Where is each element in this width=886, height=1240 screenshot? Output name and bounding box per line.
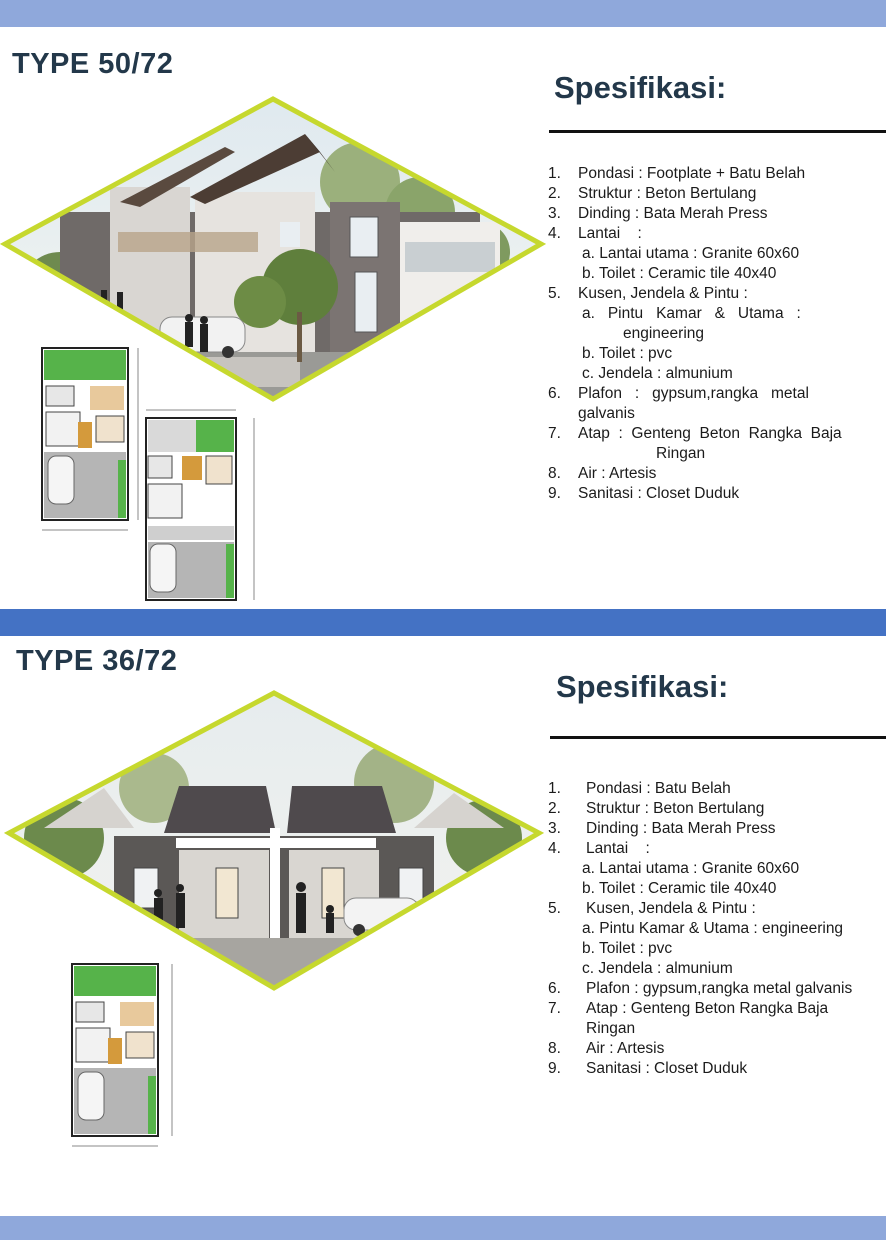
floor-plan-type-50-a — [34, 340, 152, 536]
spec-item-5a-cont: engineering — [623, 325, 705, 342]
spec-item-4a: a. Lantai utama : Granite 60x60 — [582, 860, 800, 877]
spec-item-8: 8. Air : Artesis — [548, 465, 657, 482]
spec-item-6-cont: galvanis — [578, 405, 635, 422]
spec-item-5a: a. Pintu Kamar & Utama : engineering — [582, 920, 844, 937]
spec-item-8: 8. Air : Artesis — [548, 1040, 665, 1057]
top-color-band — [0, 0, 886, 27]
spec-item-5c: c. Jendela : almunium — [582, 365, 733, 382]
spec-item-2: 2. Struktur : Beton Bertulang — [548, 185, 757, 202]
spec-divider-type-50 — [549, 130, 886, 133]
spec-heading-type-36: Spesifikasi: — [556, 669, 729, 704]
spec-item-4: 4. Lantai : — [548, 225, 642, 242]
spec-item-4: 4. Lantai : — [548, 840, 650, 857]
spec-item-7: 7. Atap : Genteng Beton Rangka Baja — [548, 1000, 829, 1017]
spec-heading-type-50: Spesifikasi: — [554, 70, 727, 105]
spec-item-5a: a. Pintu Kamar & Utama : — [582, 305, 801, 322]
spec-divider-type-36 — [550, 736, 886, 739]
spec-item-5c: c. Jendela : almunium — [582, 960, 733, 977]
spec-list-type-50 — [548, 164, 853, 504]
spec-item-6: 6. Plafon : gypsum,rangka metal galvanis — [548, 980, 853, 997]
type-36-72-title: TYPE 36/72 — [16, 645, 178, 677]
spec-item-7-cont: Ringan — [656, 445, 706, 462]
spec-item-3: 3. Dinding : Bata Merah Press — [548, 820, 776, 837]
spec-item-7: 7. Atap : Genteng Beton Rangka Baja — [548, 425, 842, 442]
type-50-72-title: TYPE 50/72 — [12, 48, 174, 80]
spec-item-2: 2. Struktur : Beton Bertulang — [548, 800, 765, 817]
spec-item-7-cont: Ringan — [586, 1020, 636, 1037]
spec-item-4b: b. Toilet : Ceramic tile 40x40 — [582, 880, 777, 897]
spec-item-1: 1. Pondasi : Batu Belah — [548, 780, 731, 797]
floor-plan-type-50-b — [136, 404, 266, 604]
house-render-type-36 — [4, 688, 544, 994]
spec-item-9: 9. Sanitasi : Closet Duduk — [548, 1060, 748, 1077]
spec-item-4b: b. Toilet : Ceramic tile 40x40 — [582, 265, 777, 282]
spec-item-3: 3. Dinding : Bata Merah Press — [548, 205, 768, 222]
spec-item-5b: b. Toilet : pvc — [582, 345, 673, 362]
spec-item-1: 1. Pondasi : Footplate + Batu Belah — [548, 165, 806, 182]
spec-item-5b: b. Toilet : pvc — [582, 940, 673, 957]
middle-color-band — [0, 609, 886, 636]
bottom-color-band — [0, 1216, 886, 1240]
spec-item-6: 6. Plafon : gypsum,rangka metal — [548, 385, 809, 402]
spec-item-9: 9. Sanitasi : Closet Duduk — [548, 485, 740, 502]
floor-plan-type-36 — [62, 956, 192, 1152]
spec-item-4a: a. Lantai utama : Granite 60x60 — [582, 245, 800, 262]
spec-item-5: 5. Kusen, Jendela & Pintu : — [548, 900, 756, 917]
spec-list-type-36 — [548, 779, 878, 1079]
spec-item-5: 5. Kusen, Jendela & Pintu : — [548, 285, 748, 302]
